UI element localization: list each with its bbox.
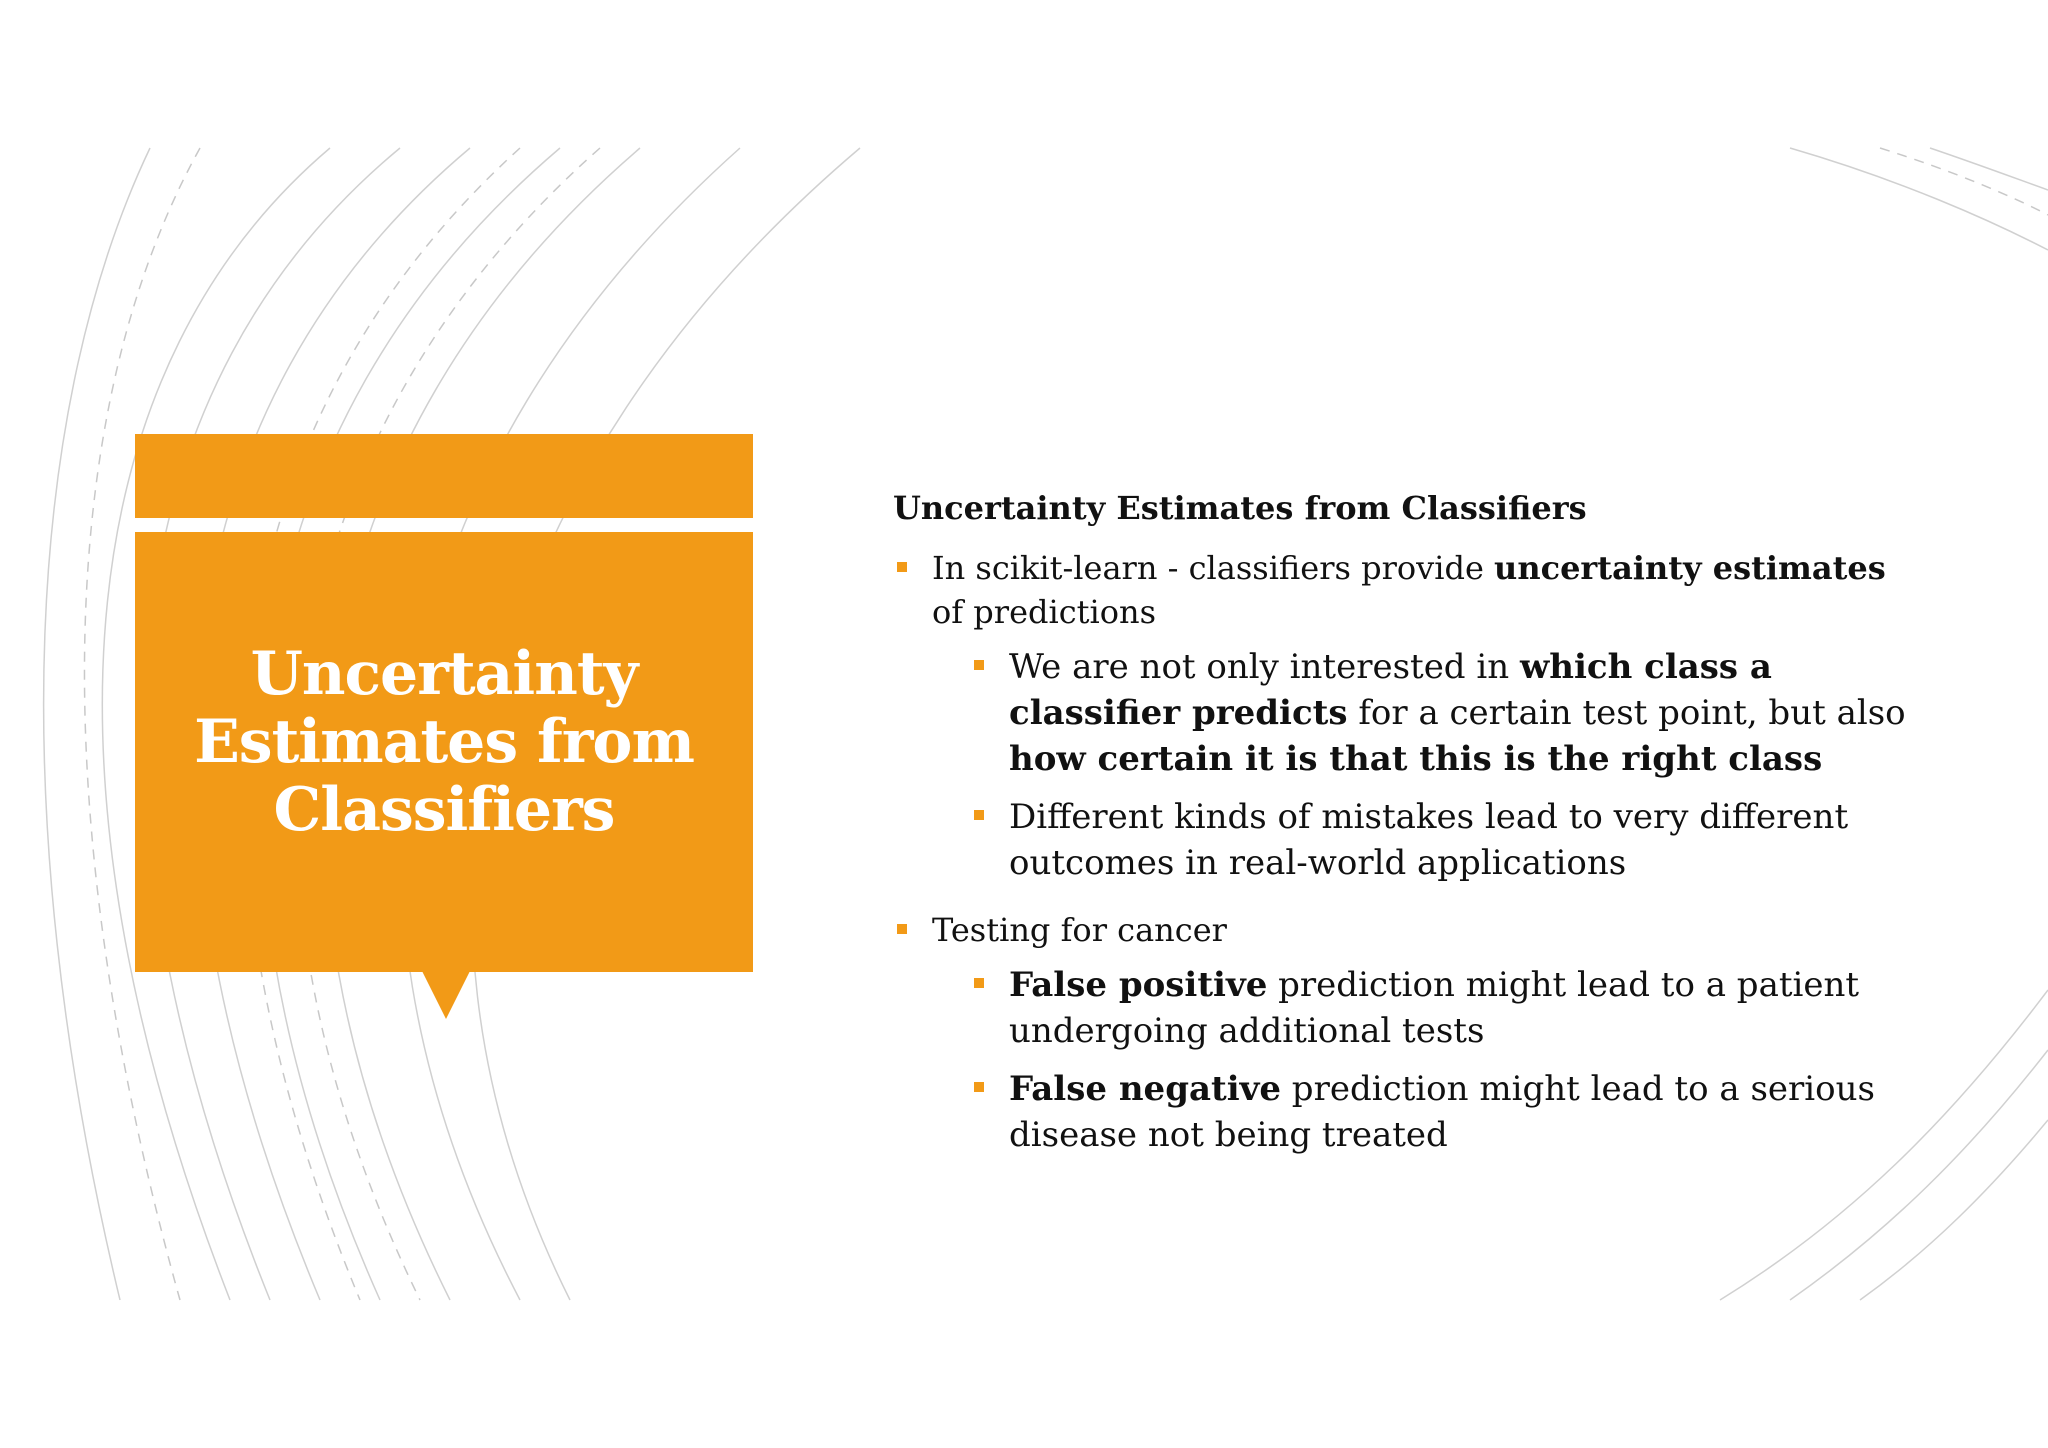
- bullet-square-icon: [974, 1082, 984, 1092]
- bullet-text: Different kinds of mistakes lead to very different outcomes in real-world applications: [1009, 797, 1849, 883]
- bullet-text: In scikit-learn - classifiers provide: [932, 549, 1495, 587]
- bullet-text: Testing for cancer: [932, 911, 1227, 949]
- bullet-square-icon: [974, 810, 984, 820]
- slide-title-line-1: Uncertainty: [250, 639, 638, 709]
- bullet-bold-text: which class a classifier predicts: [1009, 647, 1772, 733]
- sub-bullet-which-class: [893, 644, 1923, 782]
- bullet-square-icon: [897, 562, 907, 572]
- bullet-bold-text: False positive: [1009, 965, 1268, 1005]
- bullet-testing-cancer: [893, 908, 1923, 952]
- bullet-text: for a certain test point, but also: [1347, 693, 1906, 733]
- sub-bullet-false-negative: [893, 1066, 1923, 1158]
- bullet-bold-text: False negative: [1009, 1069, 1281, 1109]
- bullet-group-2: [893, 908, 1923, 1158]
- bullet-text: prediction might lead to a patient undergoing additional tests: [1009, 965, 1860, 1051]
- callout-pointer: [422, 971, 470, 1019]
- bullet-scikit-learn: [893, 546, 1923, 634]
- bullet-square-icon: [897, 924, 907, 934]
- bullet-bold-text: uncertainty estimates: [1494, 549, 1886, 587]
- bullet-square-icon: [974, 660, 984, 670]
- bullet-group-1: [893, 546, 1923, 886]
- slide-title: [184, 640, 704, 844]
- slide-title-line-3: Classifiers: [273, 775, 615, 845]
- decorative-orange-bar: [135, 434, 753, 518]
- bullet-bold-text: how certain it is that this is the right class: [1009, 739, 1823, 779]
- title-callout-box: [135, 532, 753, 972]
- slide-content: [893, 486, 1923, 1180]
- bullet-square-icon: [974, 978, 984, 988]
- slide-title-line-2: Estimates from: [194, 707, 694, 777]
- sub-bullet-false-positive: [893, 962, 1923, 1054]
- sub-bullet-mistakes: [893, 794, 1923, 886]
- bullet-text: prediction might lead to a serious disease not being treated: [1009, 1069, 1875, 1155]
- bullet-text: of predictions: [932, 593, 1157, 631]
- bullet-text: We are not only interested in: [1009, 647, 1520, 687]
- content-heading: Uncertainty Estimates from Classifiers: [893, 489, 1587, 527]
